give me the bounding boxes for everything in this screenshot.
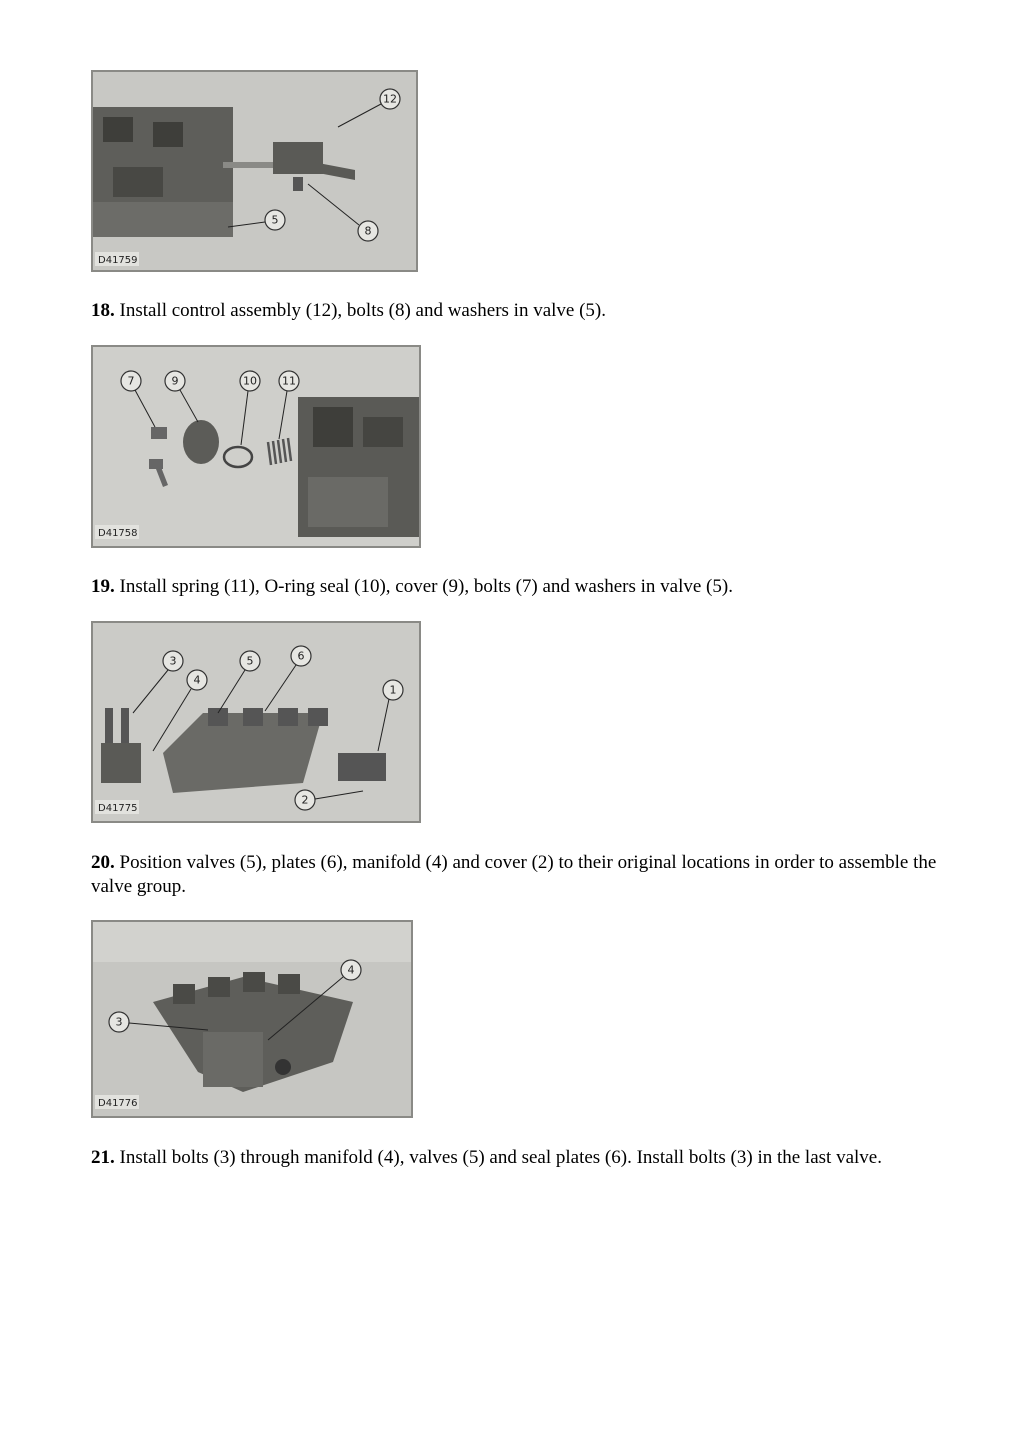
step-instruction: Install bolts (3) through manifold (4), valves (5) and seal plates (6). Install bolts (3) in the last valve. (114, 1147, 882, 1168)
step-18-text (91, 299, 941, 323)
callout-label: 4 (347, 963, 355, 977)
callout-label: 2 (301, 793, 309, 807)
figure-step-20 (91, 621, 421, 823)
step-19-text (91, 575, 941, 599)
step-number: 19. (91, 576, 115, 597)
step-instruction: Position valves (5), plates (6), manifold (4) and cover (2) to their original locations in order to assemble the valve group. (91, 852, 937, 897)
step-number: 20. (91, 852, 115, 873)
callout-label: 9 (171, 374, 179, 388)
step-20-text (91, 851, 941, 899)
callout-label: 12 (383, 92, 397, 106)
bolt-shape (151, 427, 167, 439)
callout-label: 3 (115, 1015, 123, 1029)
figure-step-19 (91, 345, 421, 548)
callout-label: 5 (246, 654, 254, 668)
callout-label: 11 (282, 374, 296, 388)
step-instruction: Install spring (11), O-ring seal (10), cover (9), bolts (7) and washers in valve (5). (114, 576, 733, 597)
callout-label: 6 (297, 649, 305, 663)
figure-step-21 (91, 920, 413, 1118)
callout-label: 5 (271, 213, 279, 227)
callout-label: 1 (389, 683, 397, 697)
figure-id: D41775 (98, 803, 138, 814)
figure-step-18 (91, 70, 418, 272)
figure-id: D41759 (98, 255, 138, 266)
cover-shape (183, 420, 219, 464)
step-number: 18. (91, 300, 115, 321)
step-number: 21. (91, 1147, 115, 1168)
callout-label: 8 (364, 224, 372, 238)
callout-label: 4 (193, 673, 201, 687)
manifold-shape (101, 743, 141, 783)
callout-label: 3 (169, 654, 177, 668)
callout-label: 10 (243, 374, 257, 388)
figure-id: D41758 (98, 528, 138, 539)
figure-id: D41776 (98, 1098, 138, 1109)
callout-label: 7 (127, 374, 135, 388)
step-21-text (91, 1146, 941, 1170)
step-instruction: Install control assembly (12), bolts (8) and washers in valve (5). (114, 300, 606, 321)
cover-shape (338, 753, 386, 781)
